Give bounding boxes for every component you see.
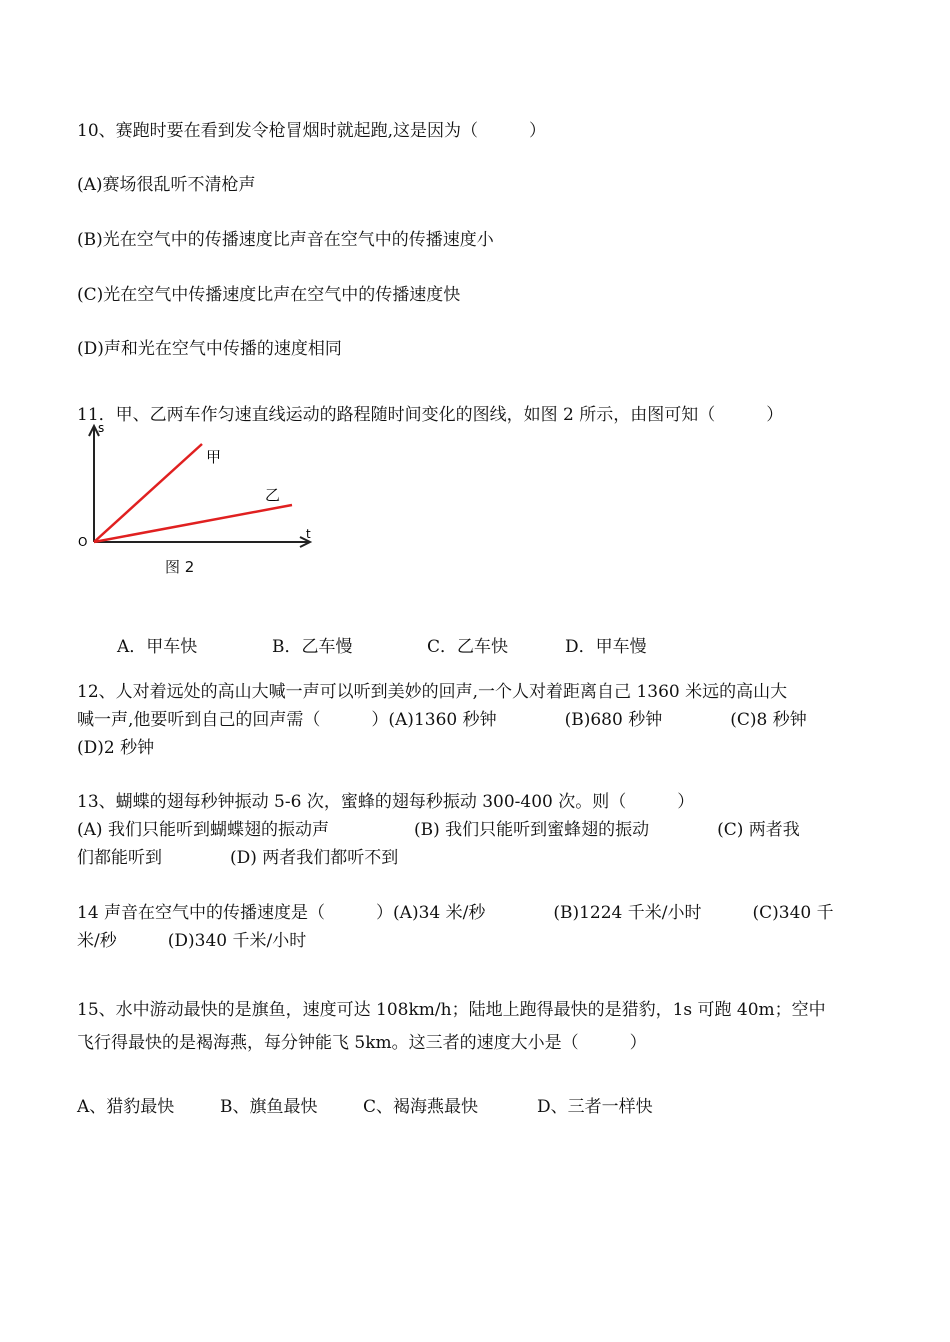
q10-stem: 10、赛跑时要在看到发令枪冒烟时就起跑,这是因为（ ） bbox=[77, 121, 547, 141]
q11-graph-svg bbox=[70, 418, 330, 558]
origin-label: O bbox=[78, 535, 88, 549]
q15-option-d: D、三者一样快 bbox=[537, 1097, 653, 1117]
q15-line-2: 飞行得最快的是褐海燕，每分钟能飞 5km。这三者的速度大小是（ ） bbox=[77, 1033, 647, 1053]
q11-options bbox=[117, 632, 647, 657]
q11-option-c: C．乙车快 bbox=[427, 637, 509, 657]
line-yi-label: 乙 bbox=[265, 486, 281, 504]
q13-line-2: (A) 我们只能听到蝴蝶翅的振动声 (B) 我们只能听到蜜蜂翅的振动 (C) 两者我 bbox=[77, 820, 800, 840]
q11-figure-caption: 图 2 bbox=[165, 558, 195, 576]
q10-option-d: (D)声和光在空气中传播的速度相同 bbox=[77, 339, 342, 359]
line-jia-label: 甲 bbox=[206, 448, 222, 466]
line-yi bbox=[94, 505, 292, 542]
q13-line-3: 们都能听到 (D) 两者我们都听不到 bbox=[77, 848, 399, 868]
q15-option-b: B、旗鱼最快 bbox=[220, 1097, 318, 1117]
q10-option-b: (B)光在空气中的传播速度比声音在空气中的传播速度小 bbox=[77, 230, 494, 250]
q11-option-a: A．甲车快 bbox=[117, 637, 198, 657]
q14-line-1: 14 声音在空气中的传播速度是（ ）(A)34 米/秒 (B)1224 千米/小时 (C)340 千 bbox=[77, 903, 834, 923]
q12-line-2: 喊一声,他要听到自己的回声需（ ）(A)1360 秒钟 (B)680 秒钟 (C)8 秒钟 bbox=[77, 710, 807, 730]
x-axis-label: t bbox=[306, 527, 311, 541]
q15-line-1: 15、水中游动最快的是旗鱼，速度可达 108km/h；陆地上跑得最快的是猎豹，1s 可跑 40m；空中 bbox=[77, 1000, 826, 1020]
q15-option-a: A、猎豹最快 bbox=[77, 1097, 175, 1117]
y-axis-label: s bbox=[98, 421, 105, 435]
q12-line-1: 12、人对着远处的高山大喊一声可以听到美妙的回声,一个人对着距离自己 1360 米远的高山大 bbox=[77, 682, 788, 702]
q15-option-c: C、褐海燕最快 bbox=[363, 1097, 479, 1117]
q12-line-3: (D)2 秒钟 bbox=[77, 738, 155, 758]
q13-line-1: 13、蝴蝶的翅每秒钟振动 5-6 次，蜜蜂的翅每秒振动 300-400 次。则（ ） bbox=[77, 792, 695, 812]
q10-option-a: (A)赛场很乱听不清枪声 bbox=[77, 175, 256, 195]
q11-graph bbox=[70, 418, 330, 563]
line-jia bbox=[94, 444, 202, 542]
q11-option-b: B．乙车慢 bbox=[272, 637, 353, 657]
q11-stem: 11．甲、乙两车作匀速直线运动的路程随时间变化的图线，如图 2 所示，由图可知（ ） bbox=[77, 405, 784, 425]
q10-option-c: (C)光在空气中传播速度比声在空气中的传播速度快 bbox=[77, 285, 461, 305]
q14-line-2: 米/秒 (D)340 千米/小时 bbox=[77, 931, 307, 951]
q11-option-d: D．甲车慢 bbox=[565, 637, 647, 657]
q15-options bbox=[77, 1096, 653, 1118]
